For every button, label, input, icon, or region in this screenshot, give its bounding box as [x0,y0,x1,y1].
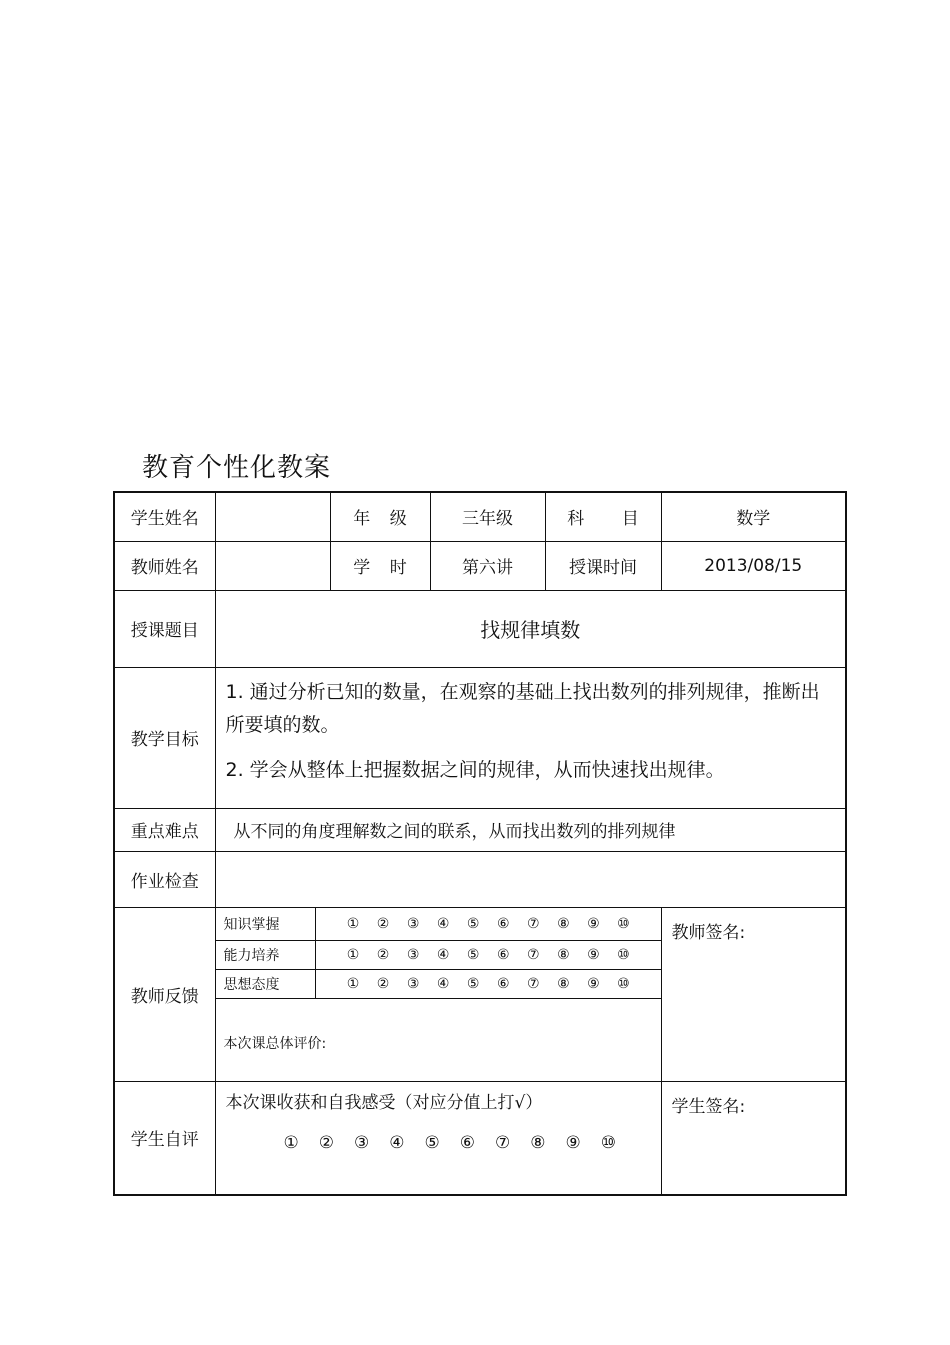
score-options[interactable] [324,916,653,932]
score-option[interactable]: ③ [354,1133,370,1153]
score-option[interactable]: ⑨ [587,947,600,963]
key-points-label: 重点难点 [114,808,215,851]
self-score-options[interactable] [226,1133,651,1153]
score-option[interactable]: ⑨ [587,915,600,932]
score-option[interactable]: ⑤ [466,915,480,932]
self-eval-content [215,1082,661,1195]
page-title: 教育个性化教案 [142,453,332,483]
score-option[interactable]: ① [346,947,360,963]
lesson-plan-table [113,491,847,1196]
grade-label: 年 级 [330,492,430,541]
score-option[interactable]: ① [346,915,360,932]
teacher-signature-field[interactable]: 教师签名: [661,907,846,1082]
goal-item: 2. 学会从整体上把握数据之间的规律，从而快速找出规律。 [225,758,725,781]
score-option[interactable]: ⑧ [557,915,570,932]
subject-label: 科 目 [545,492,661,541]
score-option[interactable]: ① [283,1133,299,1153]
score-option[interactable]: ② [376,947,390,963]
score-option[interactable]: ④ [389,1133,405,1153]
goals-label: 教学目标 [114,667,215,808]
score-option[interactable]: ③ [406,947,420,963]
score-option[interactable]: ⑩ [617,915,630,932]
score-option[interactable]: ⑦ [527,976,540,992]
score-option[interactable]: ⑥ [459,1133,475,1153]
self-eval-label: 学生自评 [114,1082,215,1195]
key-points-value: 从不同的角度理解数之间的联系，从而找出数列的排列规律 [215,808,846,851]
feedback-row-label: 知识掌握 [216,908,316,941]
self-eval-prompt: 本次课收获和自我感受（对应分值上打√） [225,1093,543,1113]
score-option[interactable]: ⑩ [617,947,630,963]
goal-item: 1. 通过分析已知的数量，在观察的基础上找出数列的排列规律，推断出所要填的数。 [225,680,820,736]
score-option[interactable]: ⑥ [496,915,510,932]
score-option[interactable]: ② [318,1133,334,1153]
score-option[interactable]: ③ [406,915,420,932]
topic-value: 找规律填数 [215,590,846,667]
score-option[interactable]: ⑤ [424,1133,440,1153]
overall-evaluation-field[interactable]: 本次课总体评价: [216,999,661,1082]
score-option[interactable]: ⑨ [565,1133,581,1153]
score-option[interactable]: ⑥ [496,976,510,992]
score-option[interactable]: ⑦ [527,947,540,963]
topic-label: 授课题目 [114,590,215,667]
hours-label: 学 时 [330,541,430,590]
score-option[interactable]: ④ [436,976,450,992]
score-options[interactable] [324,976,653,992]
student-signature-field[interactable]: 学生签名: [661,1082,846,1195]
hours-value: 第六讲 [430,541,545,590]
score-option[interactable]: ⑨ [587,976,600,992]
subject-value: 数学 [661,492,846,541]
score-option[interactable]: ⑧ [530,1133,546,1153]
score-option[interactable]: ③ [406,976,420,992]
score-option[interactable]: ⑦ [495,1133,511,1153]
score-option[interactable]: ② [376,915,390,932]
score-option[interactable]: ⑧ [557,976,570,992]
student-name-field[interactable] [215,492,330,541]
grade-value: 三年级 [430,492,545,541]
student-name-label: 学生姓名 [114,492,215,541]
score-option[interactable]: ⑩ [600,1133,616,1153]
date-value: 2013/08/15 [661,541,846,590]
score-option[interactable]: ④ [436,915,450,932]
feedback-label: 教师反馈 [114,907,215,1082]
teacher-name-label: 教师姓名 [114,541,215,590]
score-option[interactable]: ⑩ [617,976,630,992]
score-option[interactable]: ⑤ [466,976,480,992]
goals-content [215,667,846,808]
feedback-row-label: 思想态度 [216,970,316,999]
score-option[interactable]: ② [376,976,390,992]
homework-label: 作业检查 [114,851,215,907]
teacher-name-field[interactable] [215,541,330,590]
score-options[interactable] [324,947,653,963]
score-option[interactable]: ⑥ [496,947,510,963]
score-option[interactable]: ⑧ [557,947,570,963]
score-option[interactable]: ⑤ [466,947,480,963]
score-option[interactable]: ④ [436,947,450,963]
date-label: 授课时间 [545,541,661,590]
score-option[interactable]: ① [346,976,360,992]
feedback-grid [215,907,661,1082]
homework-field[interactable] [215,851,846,907]
score-option[interactable]: ⑦ [527,915,540,932]
feedback-row-label: 能力培养 [216,941,316,970]
